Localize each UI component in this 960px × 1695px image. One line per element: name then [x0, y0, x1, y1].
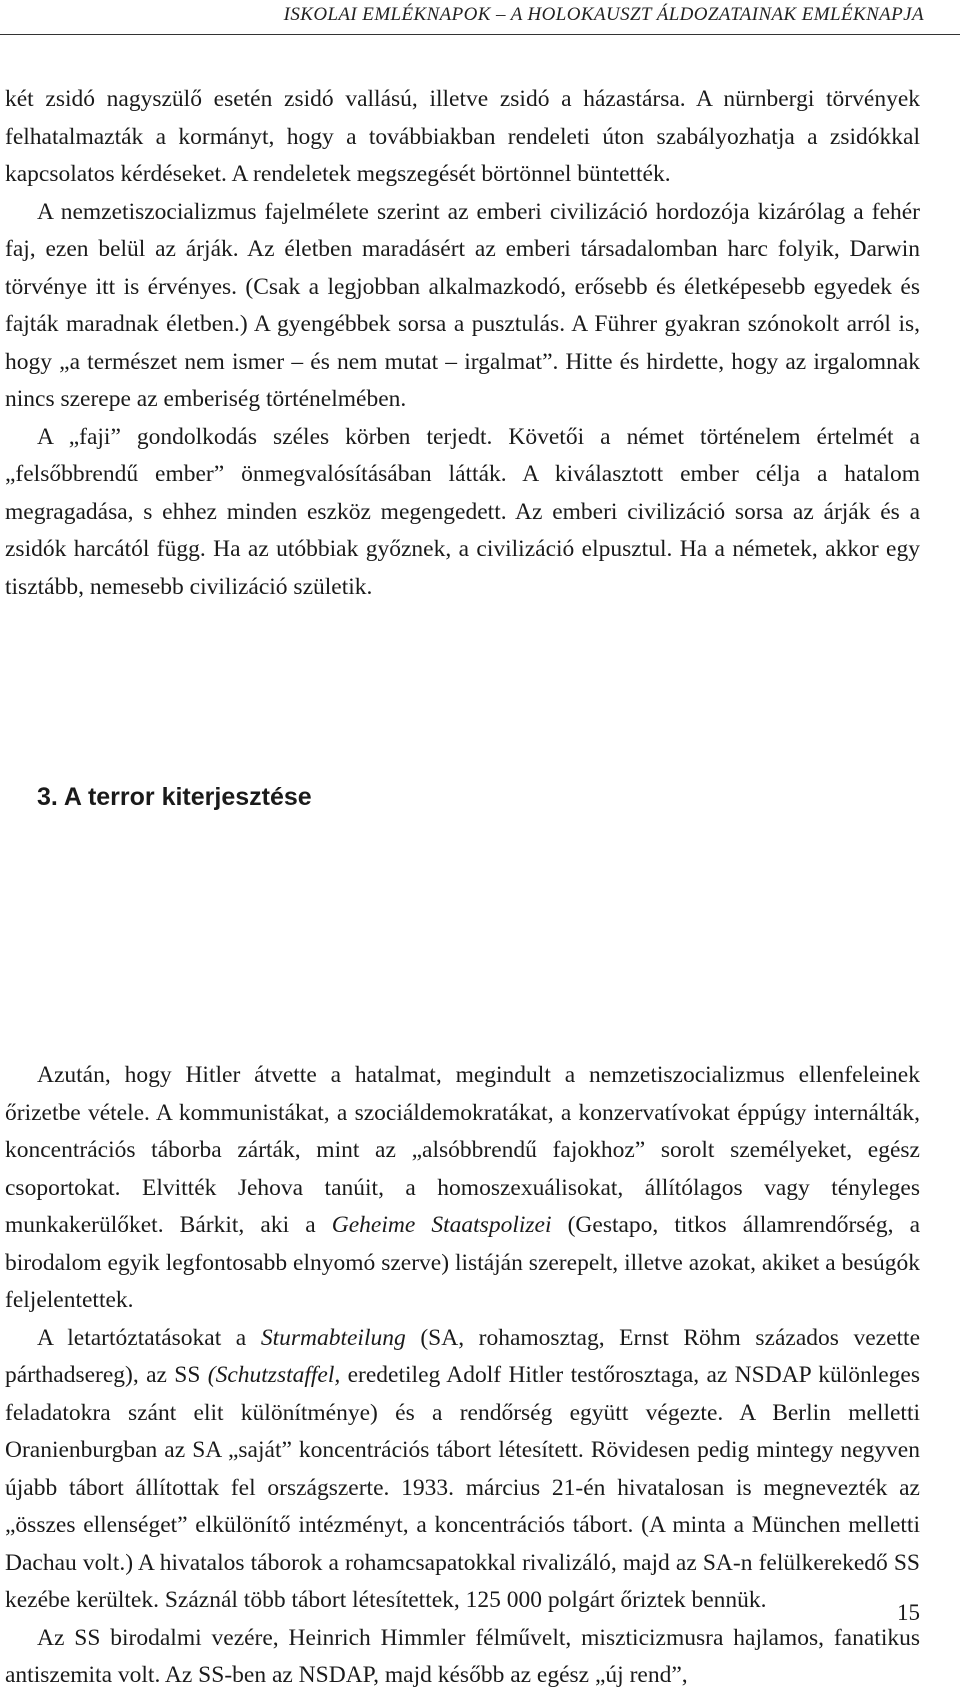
text-run: (SA, rohamosztag, Ernst Röhm százados vezette párthadsereg), az SS	[5, 1324, 920, 1388]
paragraph: Az SS birodalmi vezére, Heinrich Himmler félművelt, miszticizmusra hajlamos, fanatikus antiszemita volt. Az SS-ben az NSDAP, majd később az egész „új rend”,	[5, 1624, 920, 1688]
italic-term: (Schutzstaffel,	[207, 1362, 341, 1388]
text-run: eredetileg Adolf Hitler testőrosztaga, az NSDAP különleges feladatokra szánt elit különítménye) és a rendőrség együtt végezte. A Berlin melletti Oranienburgban az SA „saját” koncentrációs tábort létesített. Rövidesen pedig mintegy negyven újabb tábort állítottak fel országszerte. 1933. március 21-én hivatalosan is megnevezték az „összes ellenséget” elkülönítő intézményt, a koncentrációs tábort. (A minta a München melletti Dachau volt.) A hivatalos táborok a rohamcsapatokkal rivalizáló, majd az SA-n felülkerekedő SS kezébe kerültek. Száznál több tábort létesítettek, 125 000 polgárt őriztek bennük.	[5, 1362, 921, 1613]
text-run: A letartóztatásokat a	[37, 1324, 247, 1351]
italic-term: Sturmabteilung	[260, 1324, 406, 1351]
text-run: Azután, hogy Hitler átvette a hatalmat, megindult a nemzetiszocializmus ellenfeleinek őrizetbe vétele. A kommunistákat, a szociáldemokratákat, a konzervatívokat éppúgy internálták, koncentrációs táborba zárták, mint az „alsóbbrendű fajokhoz” sorolt személyeket, egész csoportokat. Elvitték Jehova tanúit, a homoszexuálisokat, állítólagos vagy tényleges munkakerülőket. Bárkit, aki a	[5, 1062, 920, 1238]
section-heading: 3. A terror kiterjesztése	[37, 783, 312, 811]
paragraph	[5, 1057, 920, 1320]
running-header: ISKOLAI EMLÉKNAPOK – A HOLOKAUSZT ÁLDOZATAINAK EMLÉKNAPJA	[283, 4, 924, 25]
header-rule	[0, 34, 960, 35]
section-2-text	[5, 1057, 920, 1695]
paragraph: két zsidó nagyszülő esetén zsidó vallású, illetve zsidó a házastársa. A nürnbergi törvények felhatalmazták a kormányt, hogy a továbbiakban rendeleti úton szabályozhatja a zsidókkal kapcsolatos kérdéseket. A rendeletek megszegését börtönnel büntették.	[5, 86, 920, 187]
paragraph: A „faji” gondolkodás széles körben terjedt. Követői a német történelem értelmét a „felsőbbrendű ember” önmegvalósításában látták. A kiválasztott ember célja a hatalom megragadása, s ehhez minden eszköz megengedett. Az emberi civilizáció sorsa az árják és a zsidók harcától függ. Ha az utóbbiak győznek, a civilizáció elpusztul. Ha a németek, akkor egy tisztább, nemesebb civilizáció születik.	[5, 423, 920, 600]
section-1-text	[5, 81, 920, 606]
paragraph: A nemzetiszocializmus fajelmélete szerint az emberi civilizáció hordozója kizárólag a fehér faj, ezen belül az árják. Az életben maradásért az emberi társadalomban harc folyik, Darwin törvénye itt is érvényes. (Csak a legjobban alkalmazkodó, erősebb és életképesebb egyedek és fajták maradnak életben.) A gyengébbek sorsa a pusztulás. A Führer gyakran szónokolt arról is, hogy „a természet nem ismer – és nem mutat – irgalmat”. Hitte és hirdette, hogy az irgalomnak nincs szerepe az emberiség történelmében.	[5, 198, 920, 412]
italic-term: Geheime Staatspolizei	[331, 1212, 552, 1238]
paragraph	[5, 1320, 920, 1620]
page-number: 15	[897, 1600, 920, 1625]
text-run: (Gestapo, titkos államrendőrség, a birodalom egyik legfontosabb elnyomó szerve) listáján szerepelt, illetve azokat, akiket a besúgók feljelentettek.	[5, 1212, 920, 1313]
